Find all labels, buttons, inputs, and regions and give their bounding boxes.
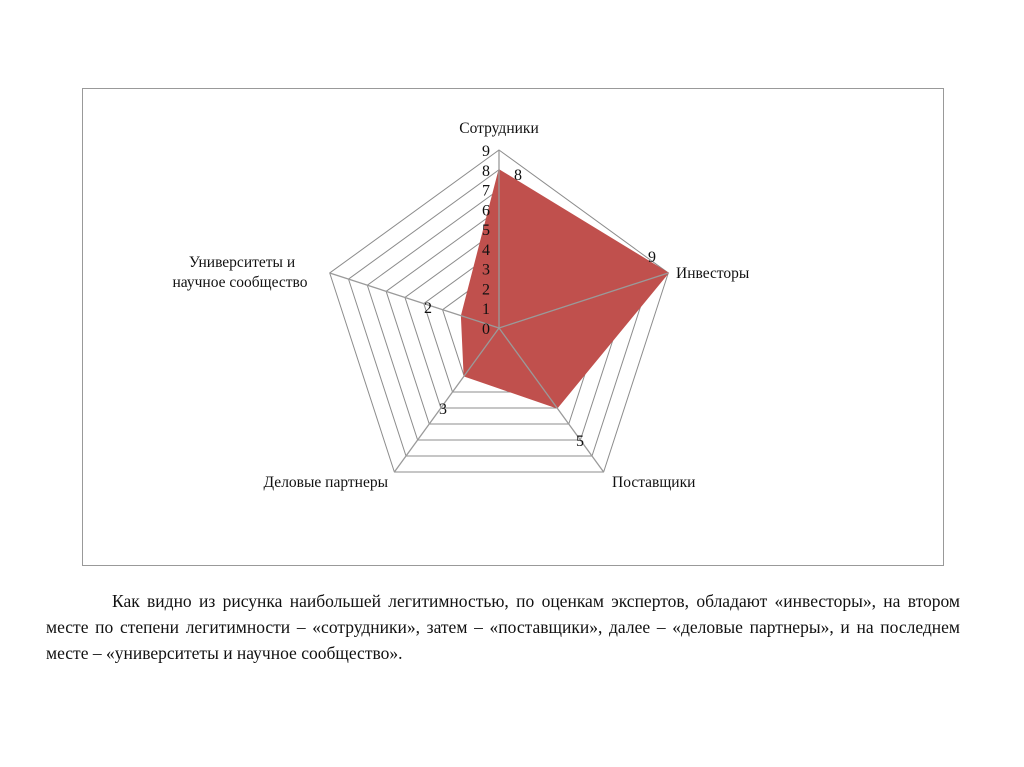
tick-label: 7 [482,182,490,200]
category-label: Университеты и научное сообщество [172,254,308,291]
tick-label: 9 [482,143,490,160]
series-area [461,170,668,408]
data-label: 2 [424,300,432,317]
tick-label: 4 [482,241,490,259]
category-label: Поставщики [612,474,696,491]
tick-label: 0 [482,321,490,338]
data-label: 3 [439,401,447,418]
tick-label: 1 [482,301,490,319]
body-paragraph: Как видно из рисунка наибольшей легитимностью, по оценкам экспертов, обладают «инвесторы», на втором месте по степени легитимности – «сотрудники», затем – «поставщики», далее – «деловые партнеры», и на последнем месте – «университеты и научное сообщество». [46,591,960,663]
category-label: Сотрудники [459,120,539,137]
tick-label: 8 [482,162,490,180]
data-label: 8 [514,167,522,184]
tick-label: 3 [482,261,490,279]
tick-label: 2 [482,281,490,299]
category-label: Деловые партнеры [263,474,388,491]
tick-label: 6 [482,202,490,220]
tick-label: 5 [482,222,490,240]
data-label: 5 [576,433,584,450]
category-label: Инвесторы [676,265,750,282]
axis-spoke [394,328,499,472]
data-label: 9 [648,249,656,266]
